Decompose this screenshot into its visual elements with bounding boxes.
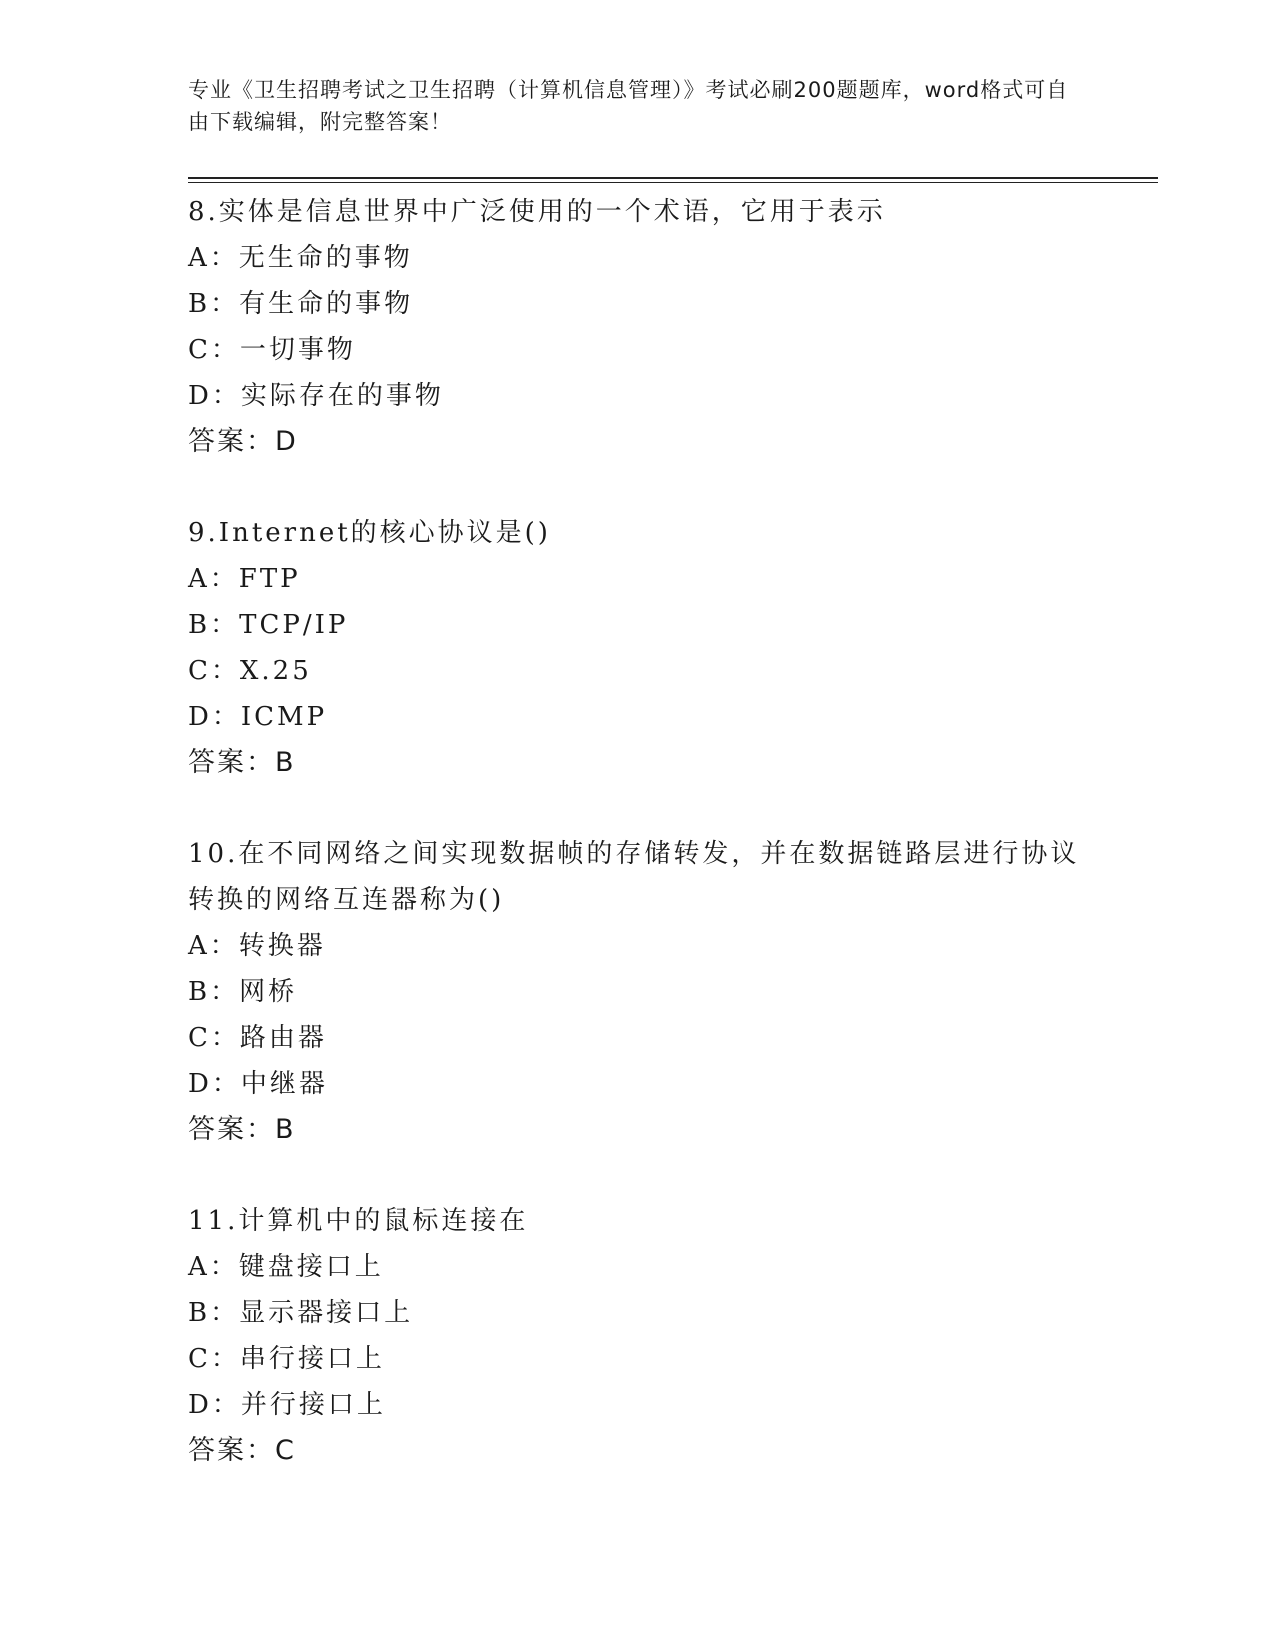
option-b: B：有生命的事物 — [188, 289, 414, 319]
option-a: A：无生命的事物 — [188, 243, 413, 273]
option-b: B：网桥 — [188, 977, 298, 1007]
option-a: A：转换器 — [188, 931, 326, 961]
question-text: 8.实体是信息世界中广泛使用的一个术语，它用于表示 — [188, 197, 886, 227]
option-a: A：FTP — [188, 564, 301, 594]
answer: 答案：D — [188, 426, 298, 457]
option-c: C：串行接口上 — [188, 1344, 385, 1374]
option-c: C：X.25 — [188, 656, 312, 686]
answer: 答案：B — [188, 747, 296, 778]
question-text: 9.Internet的核心协议是() — [188, 518, 551, 548]
option-b: B：显示器接口上 — [188, 1298, 414, 1328]
question-11 — [188, 1198, 1138, 1474]
answer: 答案：C — [188, 1435, 296, 1466]
option-d: D：实际存在的事物 — [188, 381, 444, 411]
header-divider-thick — [188, 177, 1158, 179]
document-header: 专业《卫生招聘考试之卫生招聘（计算机信息管理）》考试必刷200题题库，word格式可自由下载编辑，附完整答案！ — [188, 78, 1069, 134]
question-9 — [188, 510, 1138, 786]
answer: 答案：B — [188, 1114, 296, 1145]
question-list — [188, 189, 1138, 1519]
option-a: A：键盘接口上 — [188, 1252, 384, 1282]
question-10 — [188, 831, 1138, 1153]
header-divider-thin — [188, 182, 1158, 183]
question-8 — [188, 189, 1138, 465]
option-c: C：一切事物 — [188, 335, 356, 365]
option-d: D：中继器 — [188, 1069, 328, 1099]
option-d: D：ICMP — [188, 702, 328, 732]
question-text: 10.在不同网络之间实现数据帧的存储转发，并在数据链路层进行协议转换的网络互连器称为() — [188, 839, 1080, 915]
option-c: C：路由器 — [188, 1023, 327, 1053]
option-b: B：TCP/IP — [188, 610, 349, 640]
option-d: D：并行接口上 — [188, 1390, 386, 1420]
question-text: 11.计算机中的鼠标连接在 — [188, 1206, 529, 1236]
